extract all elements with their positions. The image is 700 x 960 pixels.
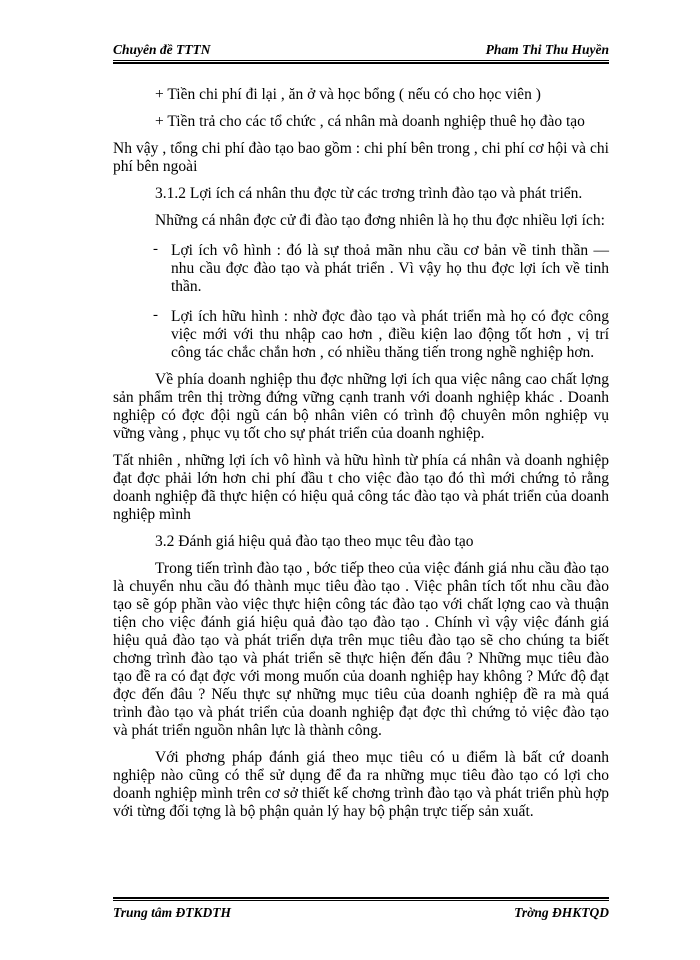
section-heading-3-1-2: 3.1.2 Lợi ích cá nhân thu đợc từ các trơng trình đào tạo và phát triển. bbox=[155, 185, 583, 202]
paragraph-3: Nh vậy , tổng chi phí đào tạo bao gồm : chi phí bên trong , chi phí cơ hội và chi phí bên ngoài bbox=[113, 140, 609, 175]
page-header bbox=[113, 40, 609, 62]
paragraph-12: Với phơng pháp đánh giá theo mục tiêu có u điểm là bất cứ doanh nghiệp nào cũng có thể sử dụng để đa ra những mục tiêu đào tạo có lợi cho doanh nghiệp mình trên cơ sở thiết kế chơng trình đào tạo và phát triển phù hợp với từng đối tợng là bộ phận quản lý hay bộ phận trực tiếp sản xuất. bbox=[113, 749, 609, 820]
paragraph-2: + Tiền trả cho các tổ chức , cá nhân mà doanh nghiệp thuê họ đào tạo bbox=[155, 113, 585, 130]
bullet-dash-icon: - bbox=[153, 307, 158, 323]
footer-left-text: Trung tâm ĐTKDTH bbox=[113, 905, 232, 920]
bullet-item-intangible bbox=[113, 242, 609, 296]
header-left-text: Chuyên đề TTTN bbox=[113, 42, 211, 57]
page-footer bbox=[113, 905, 609, 927]
footer-right-text: Trờng ĐHKTQD bbox=[514, 905, 609, 920]
paragraph-5: Những cá nhân đợc cử đi đào tạo đơng nhiên là họ thu đợc nhiều lợi ích: bbox=[155, 212, 605, 229]
bullet-text: Lợi ích vô hình : đó là sự thoả mãn nhu cầu cơ bản về tinh thần — nhu cầu đợc đào tạo và phát triển . Vì vậy họ thu đợc lợi ích về tinh thần. bbox=[171, 242, 609, 295]
paragraph-1: + Tiền chi phí đi lại , ăn ở và học bổng ( nếu có cho học viên ) bbox=[155, 86, 541, 103]
document-body bbox=[113, 86, 609, 821]
footer-rule bbox=[113, 897, 609, 901]
header-rule bbox=[113, 60, 609, 64]
paragraph-11: Trong tiến trình đào tạo , bớc tiếp theo của việc đánh giá nhu cầu đào tạo là chuyển nhu cầu đó thành mục tiêu đào tạo . Việc phân tích tốt nhu cầu đào tạo sẽ góp phần vào việc thực hiện công tác đào tạo với chất lợng cao và thuận tiện cho việc đánh giá hiệu quả đào tạo đào tạo . Chính vì vậy việc đánh giá hiệu quả đào tạo và phát triển dựa trên mục tiêu đào tạo sẽ cho chúng ta biết chơng trình đào tạo và phát triển sẽ thực hiện đến đâu ? Những mục tiêu đào tạo đề ra có đạt đợc với mong muốn của doanh nghiệp hay không ? Mức độ đạt đợc đến đâu ? Nếu thực sự những mục tiêu của doanh nghiệp đề ra mà quá trình đào tạo và phát triển của doanh nghiệp đạt đợc thì chứng tỏ việc đào tạo và phát triển nguồn nhân lực là thành công. bbox=[113, 560, 609, 739]
bullet-item-tangible bbox=[113, 308, 609, 362]
paragraph-8: Về phía doanh nghiệp thu đợc những lợi ích qua việc nâng cao chất lợng sản phẩm trên thị trờng đứng vững cạnh tranh với doanh nghiệp khác . Doanh nghiệp có đợc đội ngũ cán bộ nhân viên có trình độ chuyên môn nghiệp vụ vững vàng , phục vụ tốt cho sự phát triển của doanh nghiệp. bbox=[113, 371, 609, 442]
bullet-text: Lợi ích hữu hình : nhờ đợc đào tạo và phát triển mà họ có đợc công việc mới với thu nhập cao hơn , điều kiện lao động tốt hơn , vị trí công tác chắc chắn hơn , có nhiều thăng tiến trong nghề nghiệp hơn. bbox=[171, 308, 609, 361]
bullet-dash-icon: - bbox=[153, 241, 158, 257]
section-heading-3-2: 3.2 Đánh giá hiệu quả đào tạo theo mục têu đào tạo bbox=[155, 533, 474, 550]
header-right-text: Pham Thi Thu Huyền bbox=[485, 42, 609, 57]
paragraph-9: Tất nhiên , những lợi ích vô hình và hữu hình từ phía cá nhân và doanh nghiệp đạt đợc phải lớn hơn chi phí đầu t cho việc đào tạo đó thì mới chứng tỏ rằng doanh nghiệp đã thực hiện có hiệu quả công tác đào tạo và phát triển của doanh nghiệp mình bbox=[113, 452, 609, 523]
